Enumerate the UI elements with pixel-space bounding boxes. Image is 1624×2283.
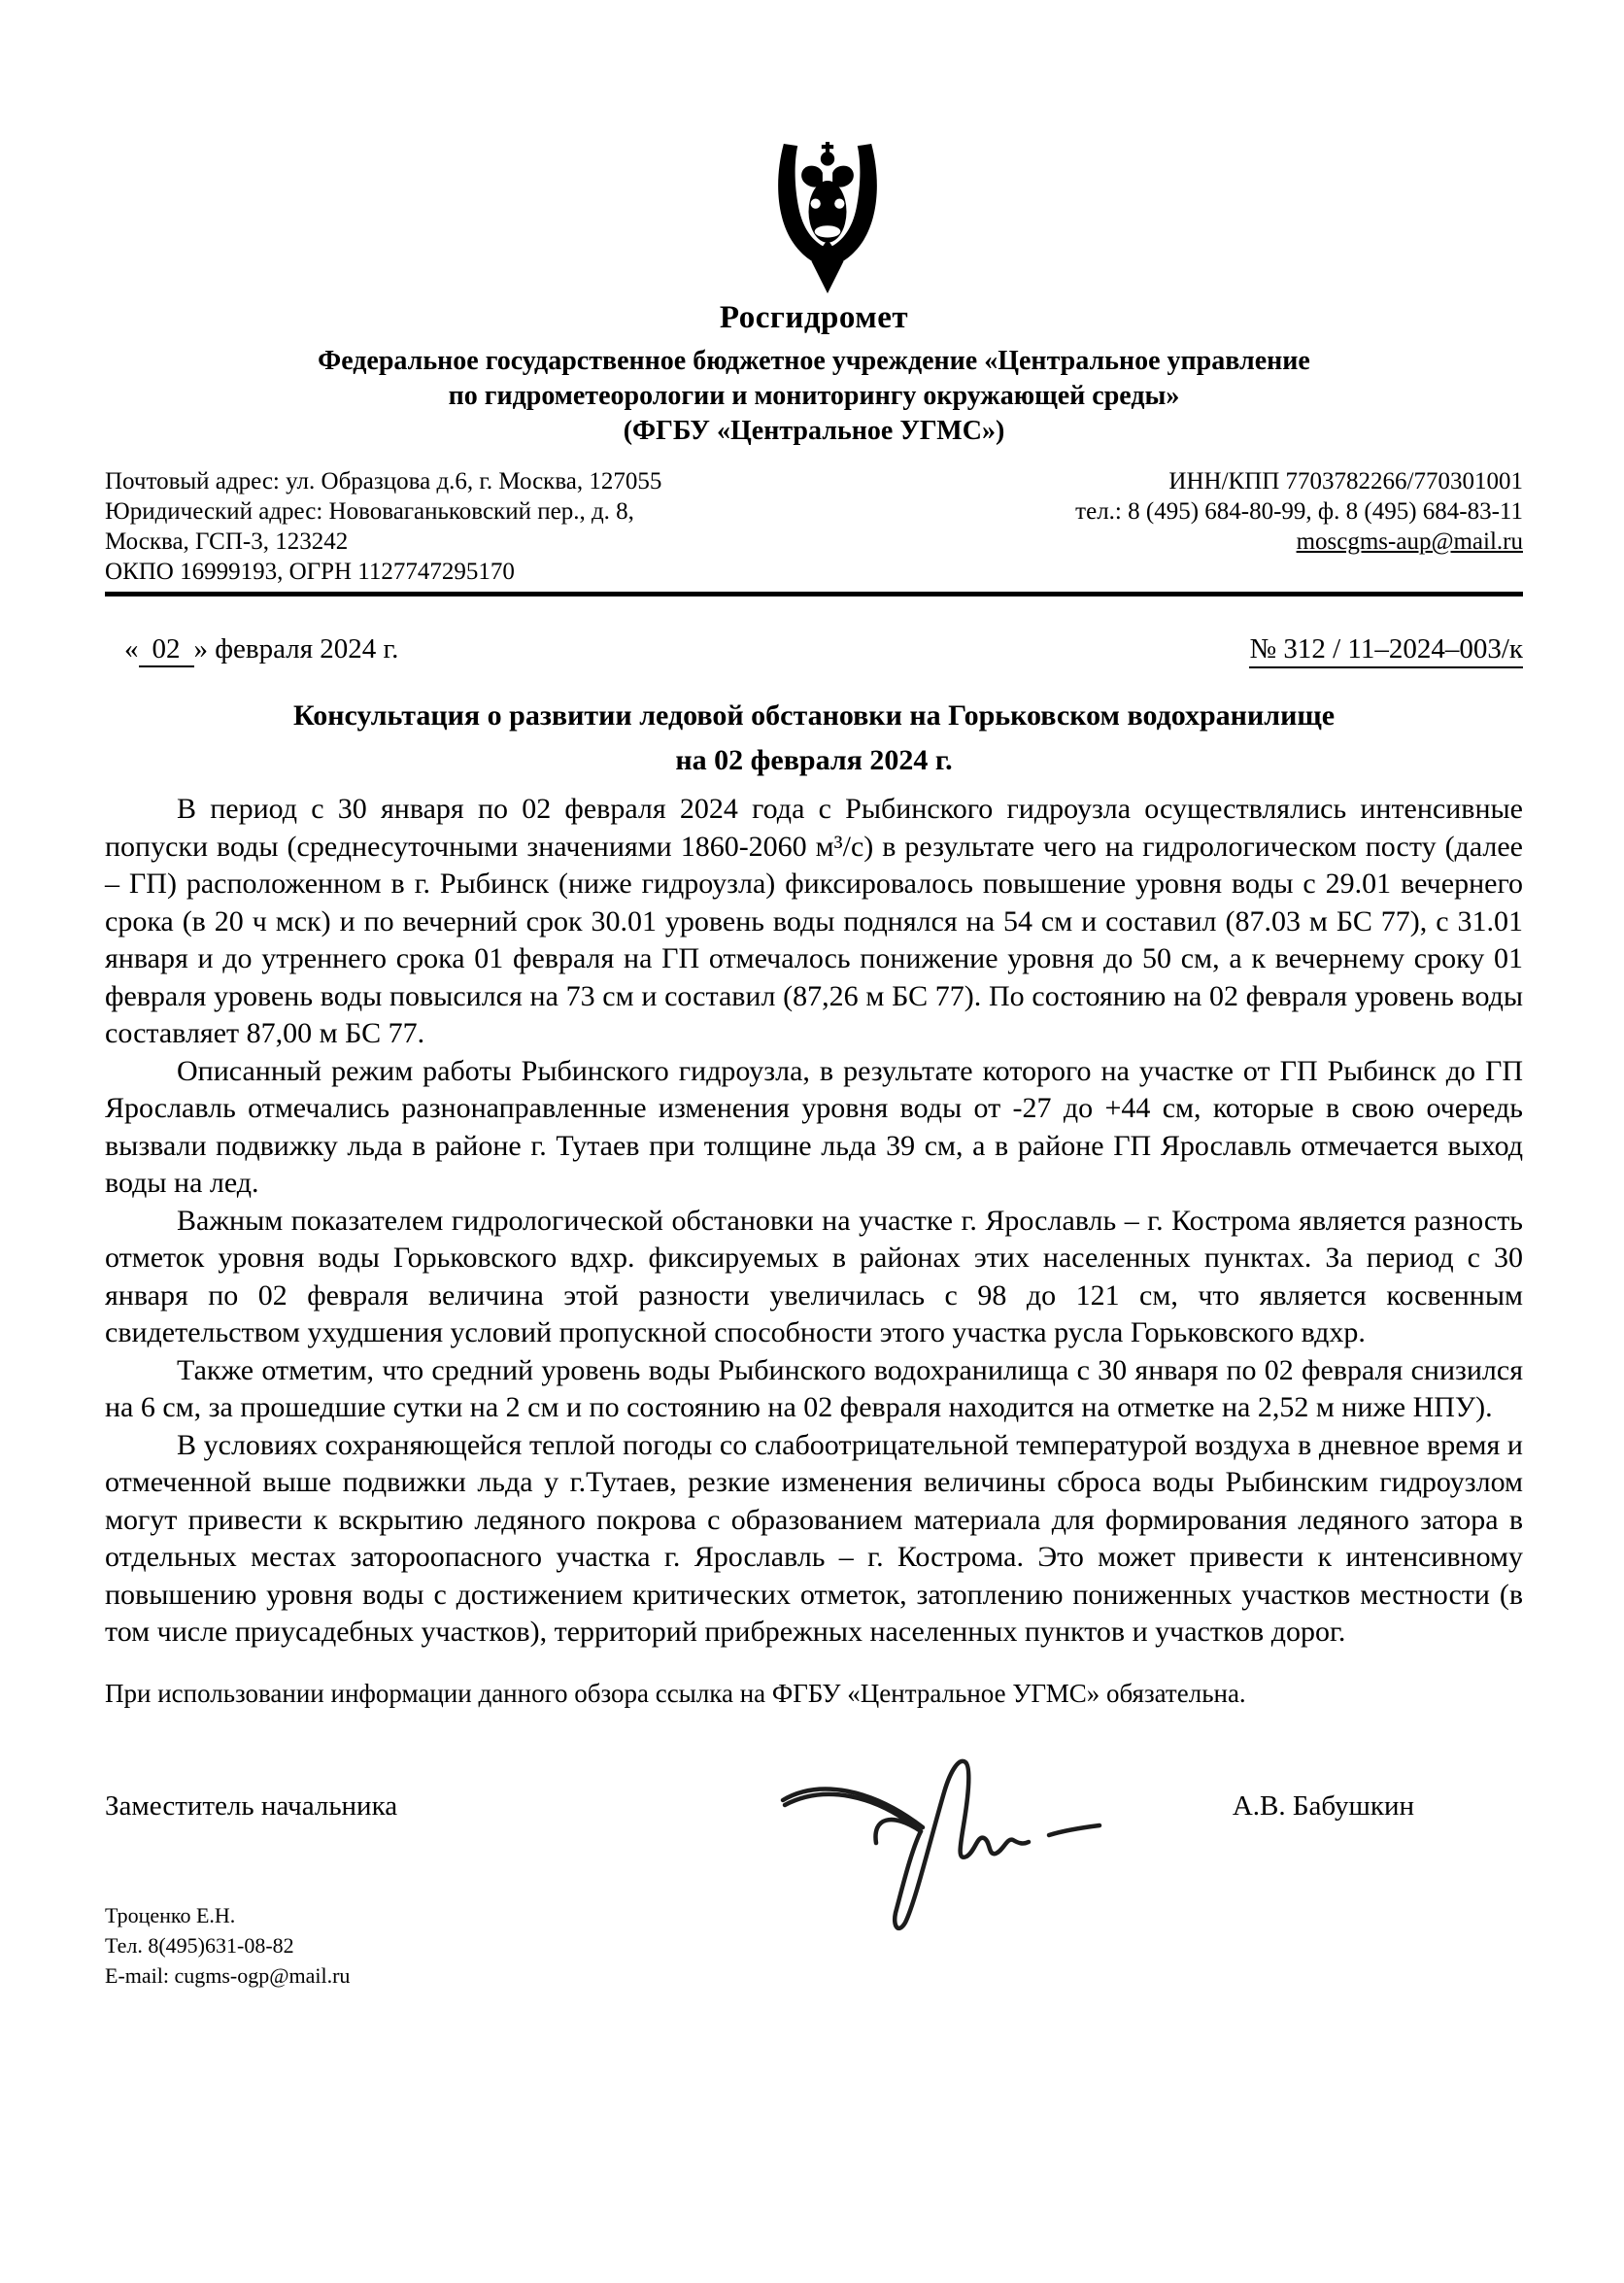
double-headed-eagle-icon: [765, 142, 890, 293]
doc-body: [105, 791, 1523, 1652]
doc-title: [105, 694, 1523, 783]
doc-number: № 312 / 11–2024–003/к: [1249, 633, 1523, 668]
inn-kpp: ИНН/КПП 7703782266/770301001: [1168, 468, 1523, 494]
paragraph-warning: В условиях сохраняющейся теплой погоды со слабоотрицательной температурой воздуха в дневное время и отмеченной выше подвижки льда у г.Тутаев, резкие изменения величины сброса воды Рыбинским гидроузлом могут привести к вскрытию ледяного покрова с образованием материала для формирования ледяного затора в отдельных местах затороопасного участка г. Ярославль – г. Кострома. Это может привести к интенсивному повышению уровня воды с достижением критических отметок, затоплению пониженных участков местности (в том числе приусадебных участков), территорий прибрежных населенных пунктов и участков дорог.: [105, 1428, 1523, 1648]
organization-abbreviation: (ФГБУ «Центральное УГМС»): [623, 416, 1005, 446]
paragraph-ice-movement: Описанный режим работы Рыбинского гидроузла, в результате которого на участке от ГП Рыбинск до ГП Ярославль отмечались разнонаправленные изменения уровня воды от -27 до +44 см, которые в свою очередь вызвали подвижку льда в районе г. Тутаев при толщине льда 39 см, а в районе ГП Ярославль отмечается выход воды на лед.: [105, 1054, 1523, 1199]
paragraph-level-difference: Важным показателем гидрологической обстановки на участке г. Ярославль – г. Кострома является разность отметок уровня воды Горьковского вдхр. фиксируемых в районах этих населенных пунктах. За период с 30 января по 02 февраля величина этой разности увеличилась с 98 до 121 см, что является косвенным свидетельством ухудшения условий пропускной способности этого участка русла Горьковского вдхр.: [105, 1204, 1523, 1348]
doc-title-line2: на 02 февраля 2024 г.: [675, 744, 953, 776]
letterhead-divider: [105, 592, 1523, 596]
contacts-requisites: [1075, 466, 1523, 557]
organization-name-block: [105, 344, 1523, 449]
executor-phone: Тел. 8(495)631-08-82: [105, 1932, 294, 1958]
executor-email: E-mail: cugms-ogp@mail.ru: [105, 1962, 351, 1988]
organization-name-line1: Федеральное государственное бюджетное учреждение «Центральное управление: [318, 346, 1310, 376]
doc-date-rest: » февраля 2024 г.: [193, 633, 399, 664]
doc-date-open-quote: «: [124, 633, 139, 664]
paragraph-reservoir-level: Также отметим, что средний уровень воды Рыбинского водохранилища с 30 января по 02 февраля снизился на 6 см, за прошедшие сутки на 2 см и по состоянию на 02 февраля находится на отметке на 2,52 м ниже НПУ).: [105, 1353, 1523, 1423]
usage-disclaimer: При использовании информации данного обзора ссылка на ФГБУ «Центральное УГМС» обязательна.: [105, 1678, 1246, 1708]
phone-fax: тел.: 8 (495) 684-80-99, ф. 8 (495) 684-83-11: [1075, 498, 1523, 525]
signature-row: [105, 1790, 1523, 1823]
letterhead-contacts: [105, 466, 1523, 587]
doc-date: [124, 633, 398, 668]
doc-date-day: 02: [139, 633, 194, 667]
letterhead-emblem-wrap: [105, 0, 1523, 298]
contacts-addresses: [105, 466, 661, 587]
postal-address: Почтовый адрес: ул. Образцова д.6, г. Москва, 127055: [105, 468, 662, 494]
organization-name-line2: по гидрометеорологии и мониторингу окружающей среды»: [448, 381, 1180, 411]
paragraph-water-releases: В период с 30 января по 02 февраля 2024 года с Рыбинского гидроузла осуществлялись интенсивные попуски воды (среднесуточными значениями 1860-2060 м³/с) в результате чего на гидрологическом посту (далее – ГП) расположенном в г. Рыбинск (ниже гидроузла) фиксировалось повышение уровня воды с 29.01 вечернего срока (в 20 ч мск) и по вечерний срок 30.01 уровень воды поднялся на 54 см и составил (87.03 м БС 77), с 31.01 января и до утреннего срока 01 февраля на ГП отмечалось понижение уровня до 50 см, а к вечернему сроку 01 февраля уровень воды повысился на 73 см и составил (87,26 м БС 77). По состоянию на 02 февраля уровень воды составляет 87,00 м БС 77.: [105, 793, 1523, 1049]
legal-address-line1: Юридический адрес: Нововаганьковский пер., д. 8,: [105, 498, 634, 525]
signer-name: А.В. Бабушкин: [1232, 1789, 1414, 1822]
org-email: moscgms-aup@mail.ru: [1296, 528, 1523, 555]
executor-block: [105, 1900, 1523, 1991]
doc-meta-row: [105, 633, 1523, 668]
signer-position: Заместитель начальника: [105, 1789, 398, 1822]
executor-name: Троценко Е.Н.: [105, 1902, 236, 1927]
legal-address-line2: Москва, ГСП-3, 123242: [105, 528, 349, 555]
okpo-ogrn: ОКПО 16999193, ОГРН 1127747295170: [105, 559, 515, 585]
agency-name: Росгидромет: [719, 300, 909, 335]
doc-title-line1: Консультация о развитии ледовой обстановки на Горьковском водохранилище: [292, 699, 1336, 732]
